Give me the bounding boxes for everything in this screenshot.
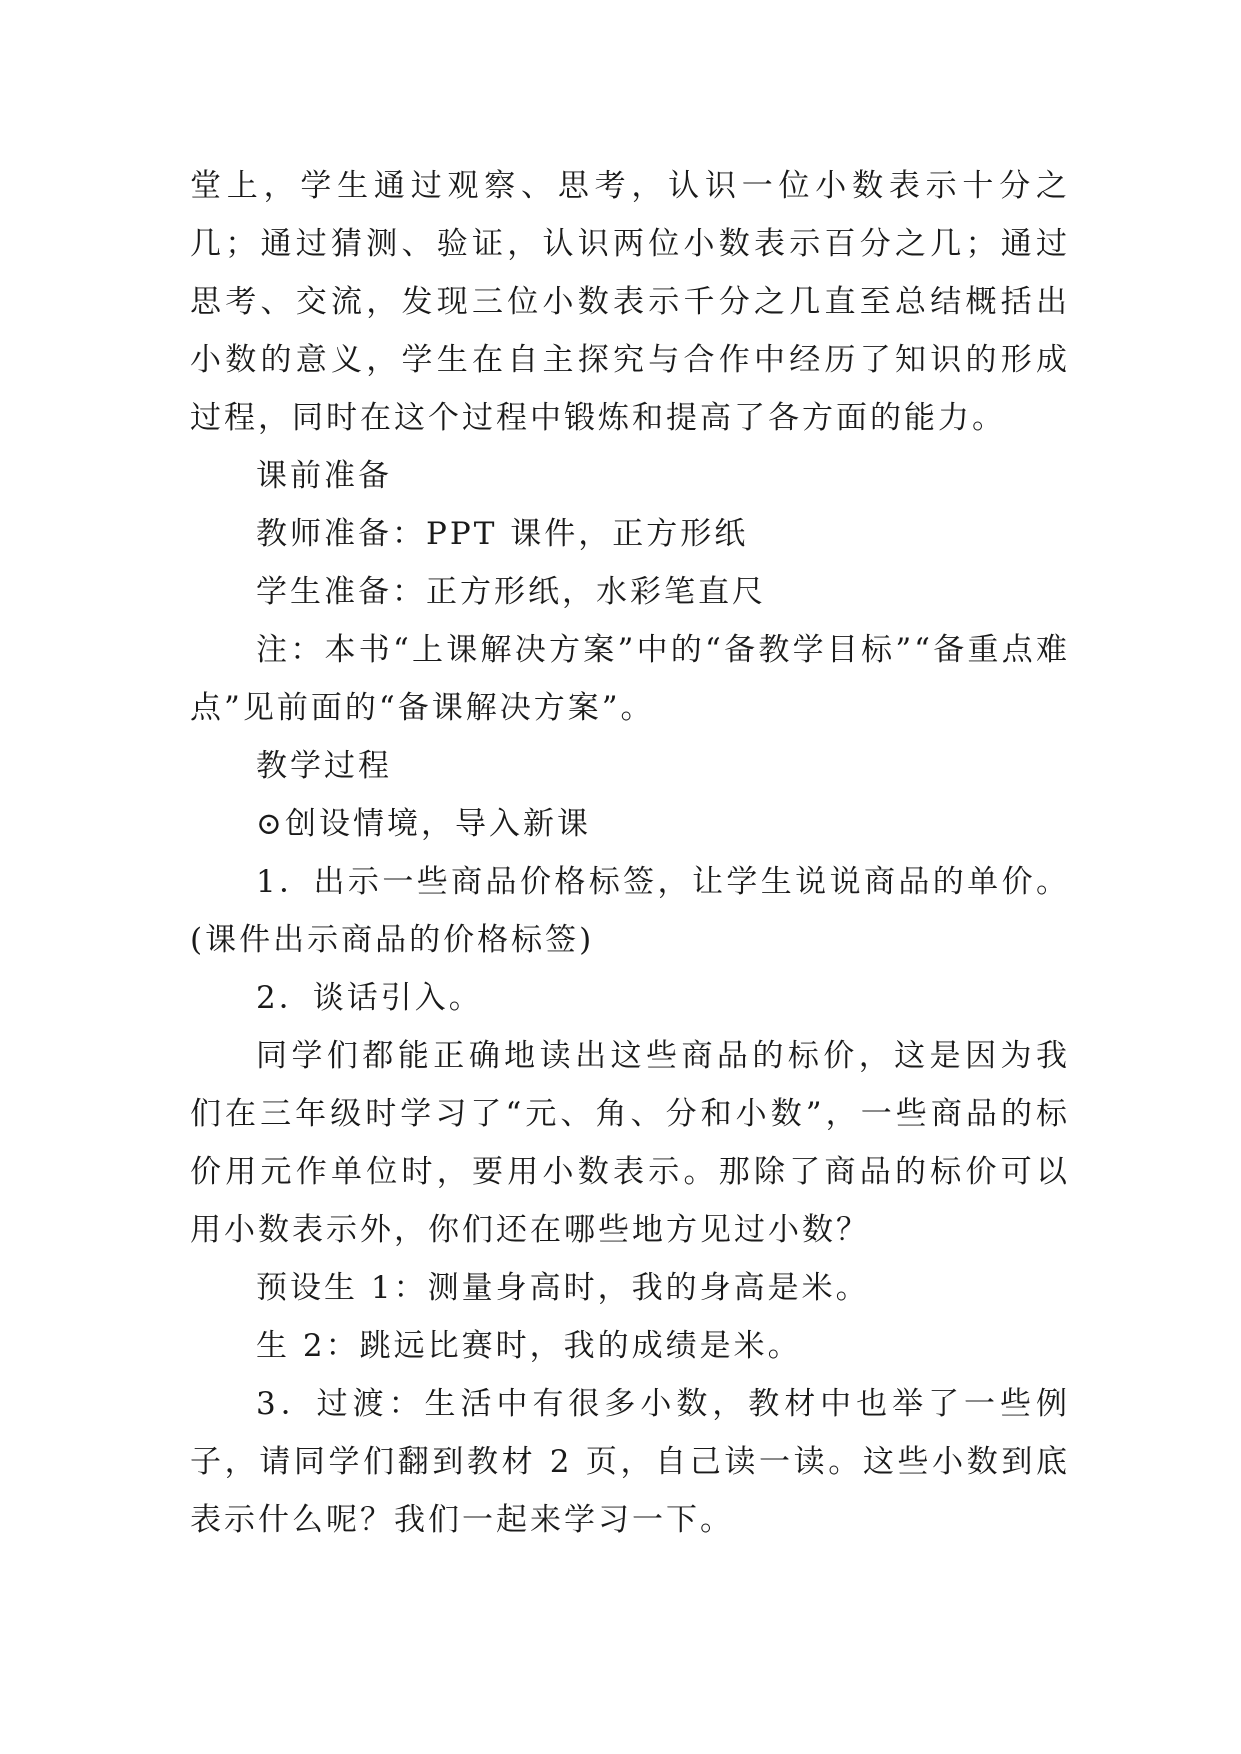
paragraph-step-1: 1．出示一些商品价格标签，让学生说说商品的单价。(课件出示商品的价格标签) bbox=[190, 864, 1070, 958]
heading-create-situation: ⊙创设情境，导入新课 bbox=[256, 806, 591, 842]
paragraph-student-2: 生 2：跳远比赛时，我的成绩是米。 bbox=[256, 1328, 802, 1364]
document-body bbox=[190, 157, 1070, 1549]
paragraph-student-1: 预设生 1：测量身高时，我的身高是米。 bbox=[256, 1270, 870, 1306]
paragraph-dialogue: 同学们都能正确地读出这些商品的标价，这是因为我们在三年级时学习了“元、角、分和小数”，一些商品的标价用元作单位时，要用小数表示。那除了商品的标价可以用小数表示外，你们还在哪些地方见过小数？ bbox=[190, 1038, 1070, 1248]
paragraph-teacher-prep: 教师准备：PPT 课件，正方形纸 bbox=[256, 516, 749, 552]
paragraph-intro-continued: 堂上，学生通过观察、思考，认识一位小数表示十分之几；通过猜测、验证，认识两位小数表示百分之几；通过思考、交流，发现三位小数表示千分之几直至总结概括出小数的意义，学生在自主探究与合作中经历了知识的形成过程，同时在这个过程中锻炼和提高了各方面的能力。 bbox=[190, 168, 1070, 436]
paragraph-student-prep: 学生准备：正方形纸，水彩笔直尺 bbox=[256, 574, 766, 610]
paragraph-step-3: 3．过渡：生活中有很多小数，教材中也举了一些例子，请同学们翻到教材 2 页，自己读一读。这些小数到底表示什么呢？我们一起来学习一下。 bbox=[190, 1386, 1070, 1538]
paragraph-note: 注：本书“上课解决方案”中的“备教学目标”“备重点难点”见前面的“备课解决方案”。 bbox=[190, 632, 1070, 726]
heading-preparation: 课前准备 bbox=[256, 458, 392, 494]
heading-teaching-process: 教学过程 bbox=[256, 748, 392, 784]
paragraph-step-2: 2．谈话引入。 bbox=[256, 980, 483, 1016]
